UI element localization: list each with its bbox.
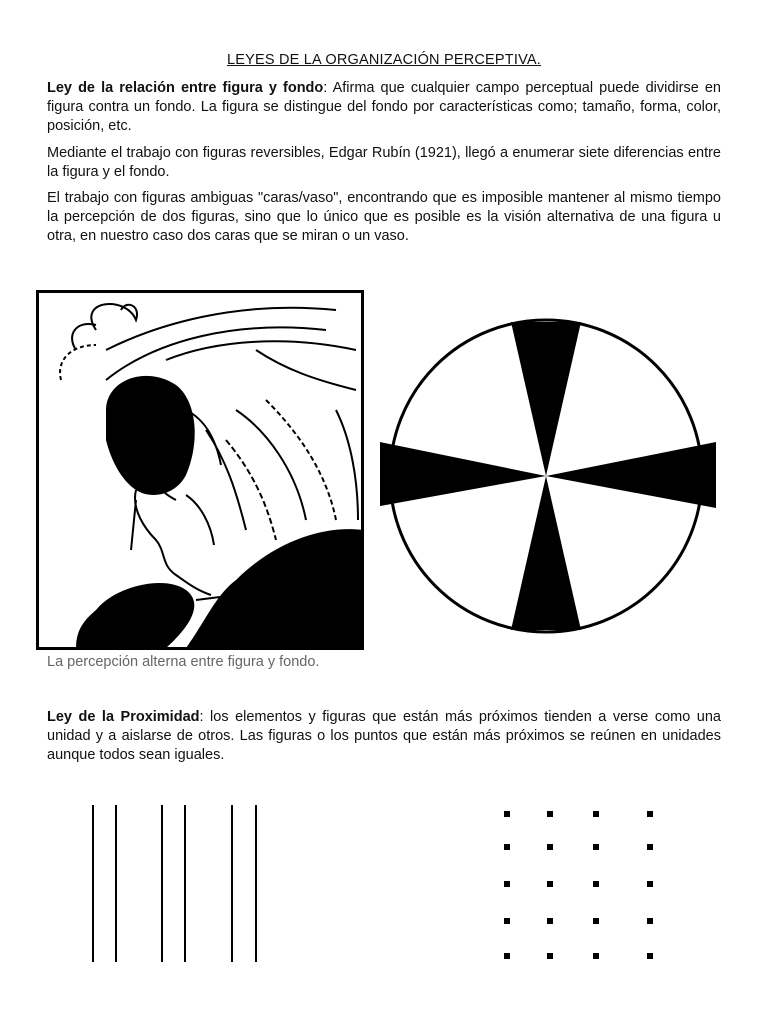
dot [593, 881, 599, 887]
dot [547, 953, 553, 959]
dot [547, 844, 553, 850]
dot [647, 918, 653, 924]
dot [504, 844, 510, 850]
dot [647, 953, 653, 959]
dot [547, 918, 553, 924]
dot [647, 811, 653, 817]
figure-ground-paragraph [47, 79, 721, 136]
dot [647, 844, 653, 850]
figure-caption: La percepción alterna entre figura y fondo. [47, 654, 320, 670]
proximity-dots-figure [490, 800, 670, 970]
dot [547, 811, 553, 817]
dot [593, 844, 599, 850]
figure-ground-text: : Afirma que cualquier campo perceptual puede dividirse en figura contra un fondo. La figura se distingue del fondo por características como; tamaño, forma, color, posición, etc. [47, 80, 721, 134]
dot [504, 881, 510, 887]
proximity-paragraph [47, 708, 721, 765]
proximity-term: Ley de la Proximidad [47, 709, 200, 725]
proximity-lines-figure [80, 800, 280, 970]
dot [504, 918, 510, 924]
dot [504, 811, 510, 817]
dot [504, 953, 510, 959]
dot [593, 953, 599, 959]
proximity-text: : los elementos y figuras que están más próximos tienden a verse como una unidad y a aislarse de otros. Las figuras o los puntos que están más próximos se reúnen en unidades aunque todos sean iguales. [47, 709, 721, 763]
ambiguous-figures-paragraph: El trabajo con figuras ambiguas "caras/vaso", encontrando que es imposible mantener al mismo tiempo la percepción de dos figuras, sino que lo único que es posible es la visión alternativa de una figura u otra, en nuestro caso dos caras que se miran o un vaso. [47, 190, 721, 244]
ambiguous-face-figure [36, 290, 364, 650]
dot [593, 811, 599, 817]
page-title: LEYES DE LA ORGANIZACIÓN PERCEPTIVA. [227, 52, 541, 68]
dot [647, 881, 653, 887]
rubin-paragraph: Mediante el trabajo con figuras reversibles, Edgar Rubín (1921), llegó a enumerar siete diferencias entre la figura y el fondo. [47, 145, 721, 180]
figure-ground-term: Ley de la relación entre figura y fondo [47, 80, 324, 96]
figure-ground-wheel-figure [374, 316, 720, 636]
dot [547, 881, 553, 887]
dot [593, 918, 599, 924]
